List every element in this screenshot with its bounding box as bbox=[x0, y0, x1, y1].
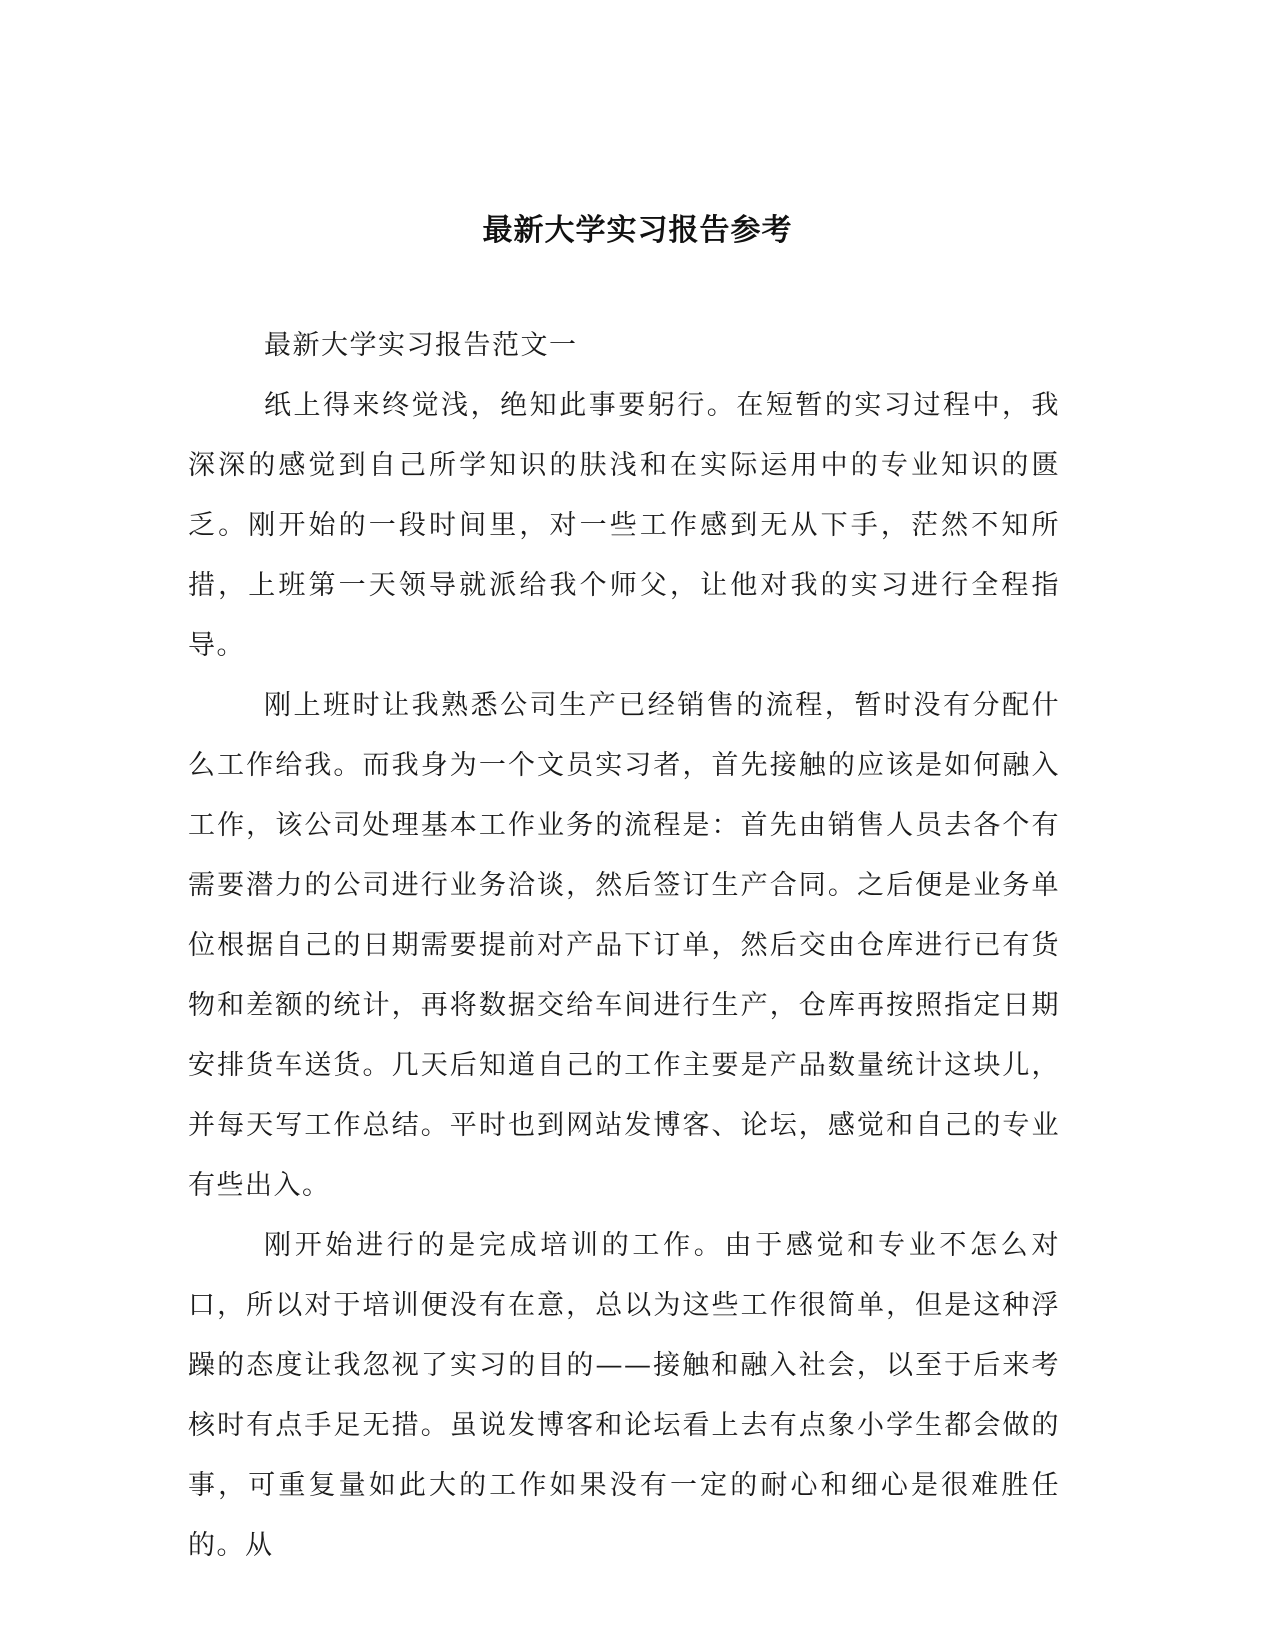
document-title: 最新大学实习报告参考 bbox=[482, 213, 793, 248]
paragraph-3: 刚开始进行的是完成培训的工作。由于感觉和专业不怎么对口，所以对于培训便没有在意，总以为这些工作很简单，但是这种浮躁的态度让我忽视了实习的目的——接触和融入社会，以至于后来考核时有点手足无措。虽说发博客和论坛看上去有点象小学生都会做的事，可重复量如此大的工作如果没有一定的耐心和细心是很难胜任的。从 bbox=[188, 1230, 1060, 1561]
document-body bbox=[188, 316, 1060, 1576]
section-heading: 最新大学实习报告范文一 bbox=[264, 330, 578, 361]
paragraph-1: 纸上得来终觉浅，绝知此事要躬行。在短暂的实习过程中，我深深的感觉到自己所学知识的肤浅和在实际运用中的专业知识的匮乏。刚开始的一段时间里，对一些工作感到无从下手，茫然不知所措，上班第一天领导就派给我个师父，让他对我的实习进行全程指导。 bbox=[188, 390, 1060, 661]
paragraph-2: 刚上班时让我熟悉公司生产已经销售的流程，暂时没有分配什么工作给我。而我身为一个文员实习者，首先接触的应该是如何融入工作，该公司处理基本工作业务的流程是：首先由销售人员去各个有需要潜力的公司进行业务洽谈，然后签订生产合同。之后便是业务单位根据自己的日期需要提前对产品下订单，然后交由仓库进行已有货物和差额的统计，再将数据交给车间进行生产，仓库再按照指定日期安排货车送货。几天后知道自己的工作主要是产品数量统计这块儿，并每天写工作总结。平时也到网站发博客、论坛，感觉和自己的专业有些出入。 bbox=[188, 690, 1060, 1201]
